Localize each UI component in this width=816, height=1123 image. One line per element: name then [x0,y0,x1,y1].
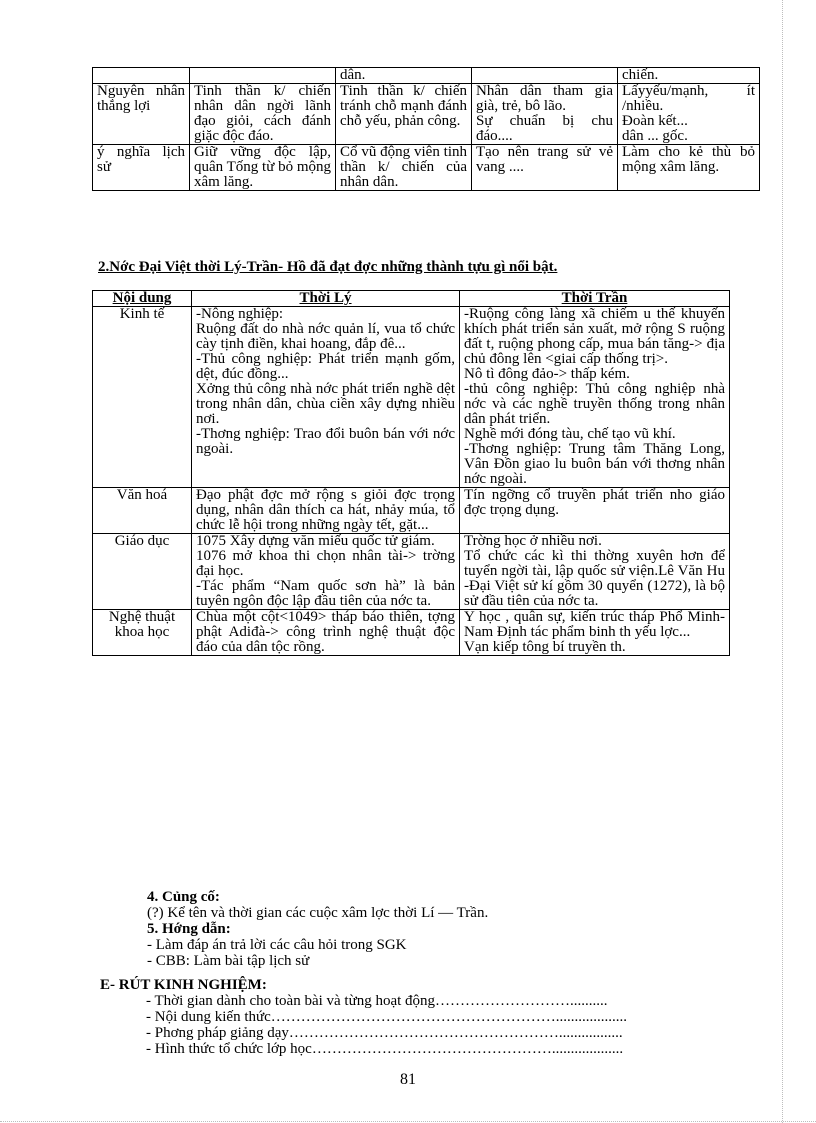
cell-paragraph: Chùa một cột<1049> tháp báo thiên, tợng phật Adiđà-> công trình nghệ thuật độc đáo của dân tộc rồng. [196,609,455,655]
ly-dynasty-cell [192,488,460,534]
victory-causes-table [92,67,760,191]
cell-paragraph: Xởng thủ công nhà nớc phát triển nghề dệt trong nhân dân, chùa ciền xây dựng nhiều nơi. [196,381,455,427]
table-cell: Làm cho kẻ thù bỏ mộng xâm lăng. [618,145,760,191]
cell-paragraph: Nghề mới đóng tàu, chế tạo vũ khí. [464,426,676,442]
cell-paragraph: -Thơng nghiệp: Trao đổi buôn bán với nớc ngoài. [196,426,455,457]
cell-paragraph: Y học , quân sự, kiến trúc tháp Phổ Minh- Nam Định tác phẩm binh th yếu lợc... [464,609,725,640]
cell-paragraph: Tín ngỡng cổ truyền phát triển nho giáo đợc trọng dụng. [464,487,725,518]
guidance-item: - CBB: Làm bài tập lịch sử [147,953,310,969]
experience-item: - Nội dung kiến thức…………………………………………………................... [146,1009,628,1025]
consolidation-question: (?) Kể tên và thời gian các cuộc xâm lợc thời Lí — Trần. [147,905,489,921]
topic-cell: Nghệ thuật khoa học [93,610,192,656]
consolidation-heading: 4. Củng cố: [147,889,220,905]
cell-paragraph: -Thơng nghiệp: Trung tâm Thăng Long, Vân Đồn giao lu buôn bán với thơng nhân nớc ngoài. [464,441,725,487]
row-label-cell: Nguyên nhân thắng lợi [93,84,190,145]
experience-item: - Phơng pháp giảng dạy………………………………………………................. [146,1025,623,1041]
experience-item: - Thời gian dành cho toàn bài và từng hoạt động……………………….......... [146,993,608,1009]
ly-dynasty-cell [192,610,460,656]
achievements-table [92,290,730,656]
table-row [93,307,730,488]
experience-item: - Hình thức tổ chức lớp học…………………………………………................... [146,1041,624,1057]
table-cell [190,68,336,84]
row-label-cell: ý nghĩa lịch sử [93,145,190,191]
row-label-cell [93,68,190,84]
tran-dynasty-cell [460,488,730,534]
cell-paragraph: Nô tì đông đảo-> thấp kém. [464,366,630,382]
page-number: 81 [400,1071,416,1088]
table-row [93,534,730,610]
tran-dynasty-cell [460,534,730,610]
consolidation-section [147,889,488,969]
table-cell: Giữ vững độc lập, quân Tống từ bỏ mộng xâm lăng. [190,145,336,191]
cell-paragraph: -thủ công nghiệp: Thủ công nghiệp nhà nớc và các nghề truyền thống trong nhân dân phát triển. [464,381,725,427]
table-cell: Tinh thần k/ chiến nhân dân ngời lãnh đạo giỏi, cách đánh giặc độc đáo. [190,84,336,145]
topic-cell: Giáo dục [93,534,192,610]
table-cell: chiến. [618,68,760,84]
experience-heading: E- RÚT KINH NGHIỆM: [100,977,267,993]
cell-paragraph: -Tác phẩm “Nam quốc sơn hà” là bản tuyên ngôn độc lập đầu tiên của nớc ta. [196,578,455,609]
topic-cell: Văn hoá [93,488,192,534]
table-cell: Cổ vũ động viên tinh thần k/ chiến của nhân dân. [336,145,472,191]
cell-paragraph: -Ruộng công làng xã chiếm u thế khuyến khích phát triển sản xuất, mở rộng S ruộng đất t, ruộng phong cấp, mua bán tăng-> địa chủ đông lên <giai cấp thống trị>. [464,306,725,367]
table-cell: Lấyyếu/mạnh, ít /nhiều. Đoàn kết... dân ... gốc. [618,84,760,145]
table-cell: Tạo nên trang sử vẻ vang .... [472,145,618,191]
tran-dynasty-cell [460,610,730,656]
ly-dynasty-cell [192,534,460,610]
cell-paragraph: Ruộng đất do nhà nớc quản lí, vua tổ chức cày tịnh điền, khai hoang, đắp đê... [196,321,455,352]
table-row [93,84,760,145]
cell-paragraph: Đạo phật đợc mở rộng s giỏi đợc trọng dụng, nhân dân thích ca hát, nhảy múa, tổ chức lễ hội trong những ngày tết, gặt... [196,487,455,533]
table-row [93,145,760,191]
cell-paragraph: Vạn kiếp tông bí truyền th. [464,639,626,655]
table-cell: Tinh thần k/ chiến tránh chỗ mạnh đánh chỗ yếu, phản công. [336,84,472,145]
cell-paragraph: -Nông nghiệp: [196,306,284,322]
experience-section [100,977,627,1057]
guidance-item: - Làm đáp án trả lời các câu hỏi trong SGK [147,937,407,953]
table-row [93,488,730,534]
page-border-bottom [0,1121,816,1122]
cell-paragraph: Trờng học ở nhiều nơi. [464,533,602,549]
table-cell: Nhân dân tham gia già, trẻ, bô lão. Sự chuẩn bị chu đáo.... [472,84,618,145]
guidance-heading: 5. Hớng dẫn: [147,921,231,937]
cell-paragraph: -Thủ công nghiệp: Phát triển mạnh gốm, dệt, đúc đồng... [196,351,455,382]
table-cell: dân. [336,68,472,84]
section-2-heading: 2.Nớc Đại Việt thời Lý-Trần- Hồ đã đạt đợc những thành tựu gì nổi bật. [98,259,558,275]
header-ly-dynasty: Thời Lý [192,291,460,307]
tran-dynasty-cell [460,307,730,488]
table-header-row [93,291,730,307]
page-border-right [782,0,783,1123]
topic-cell: Kinh tế [93,307,192,488]
cell-paragraph: 1076 mở khoa thi chọn nhân tài-> trờng đại học. [196,548,455,579]
header-content: Nội dung [93,291,192,307]
ly-dynasty-cell [192,307,460,488]
cell-paragraph: Tổ chức các kì thi thờng xuyên hơn để tuyển ngời tài, lập quốc sử viện.Lê Văn Hu -Đại Việt sử kí gồm 30 quyển (1272), là bộ sử đầu tiên của nớc ta. [464,548,725,609]
table-row [93,610,730,656]
table-cell [472,68,618,84]
cell-paragraph: 1075 Xây dựng văn miếu quốc tử giám. [196,533,435,549]
header-tran-dynasty: Thời Trần [460,291,730,307]
table-row [93,68,760,84]
